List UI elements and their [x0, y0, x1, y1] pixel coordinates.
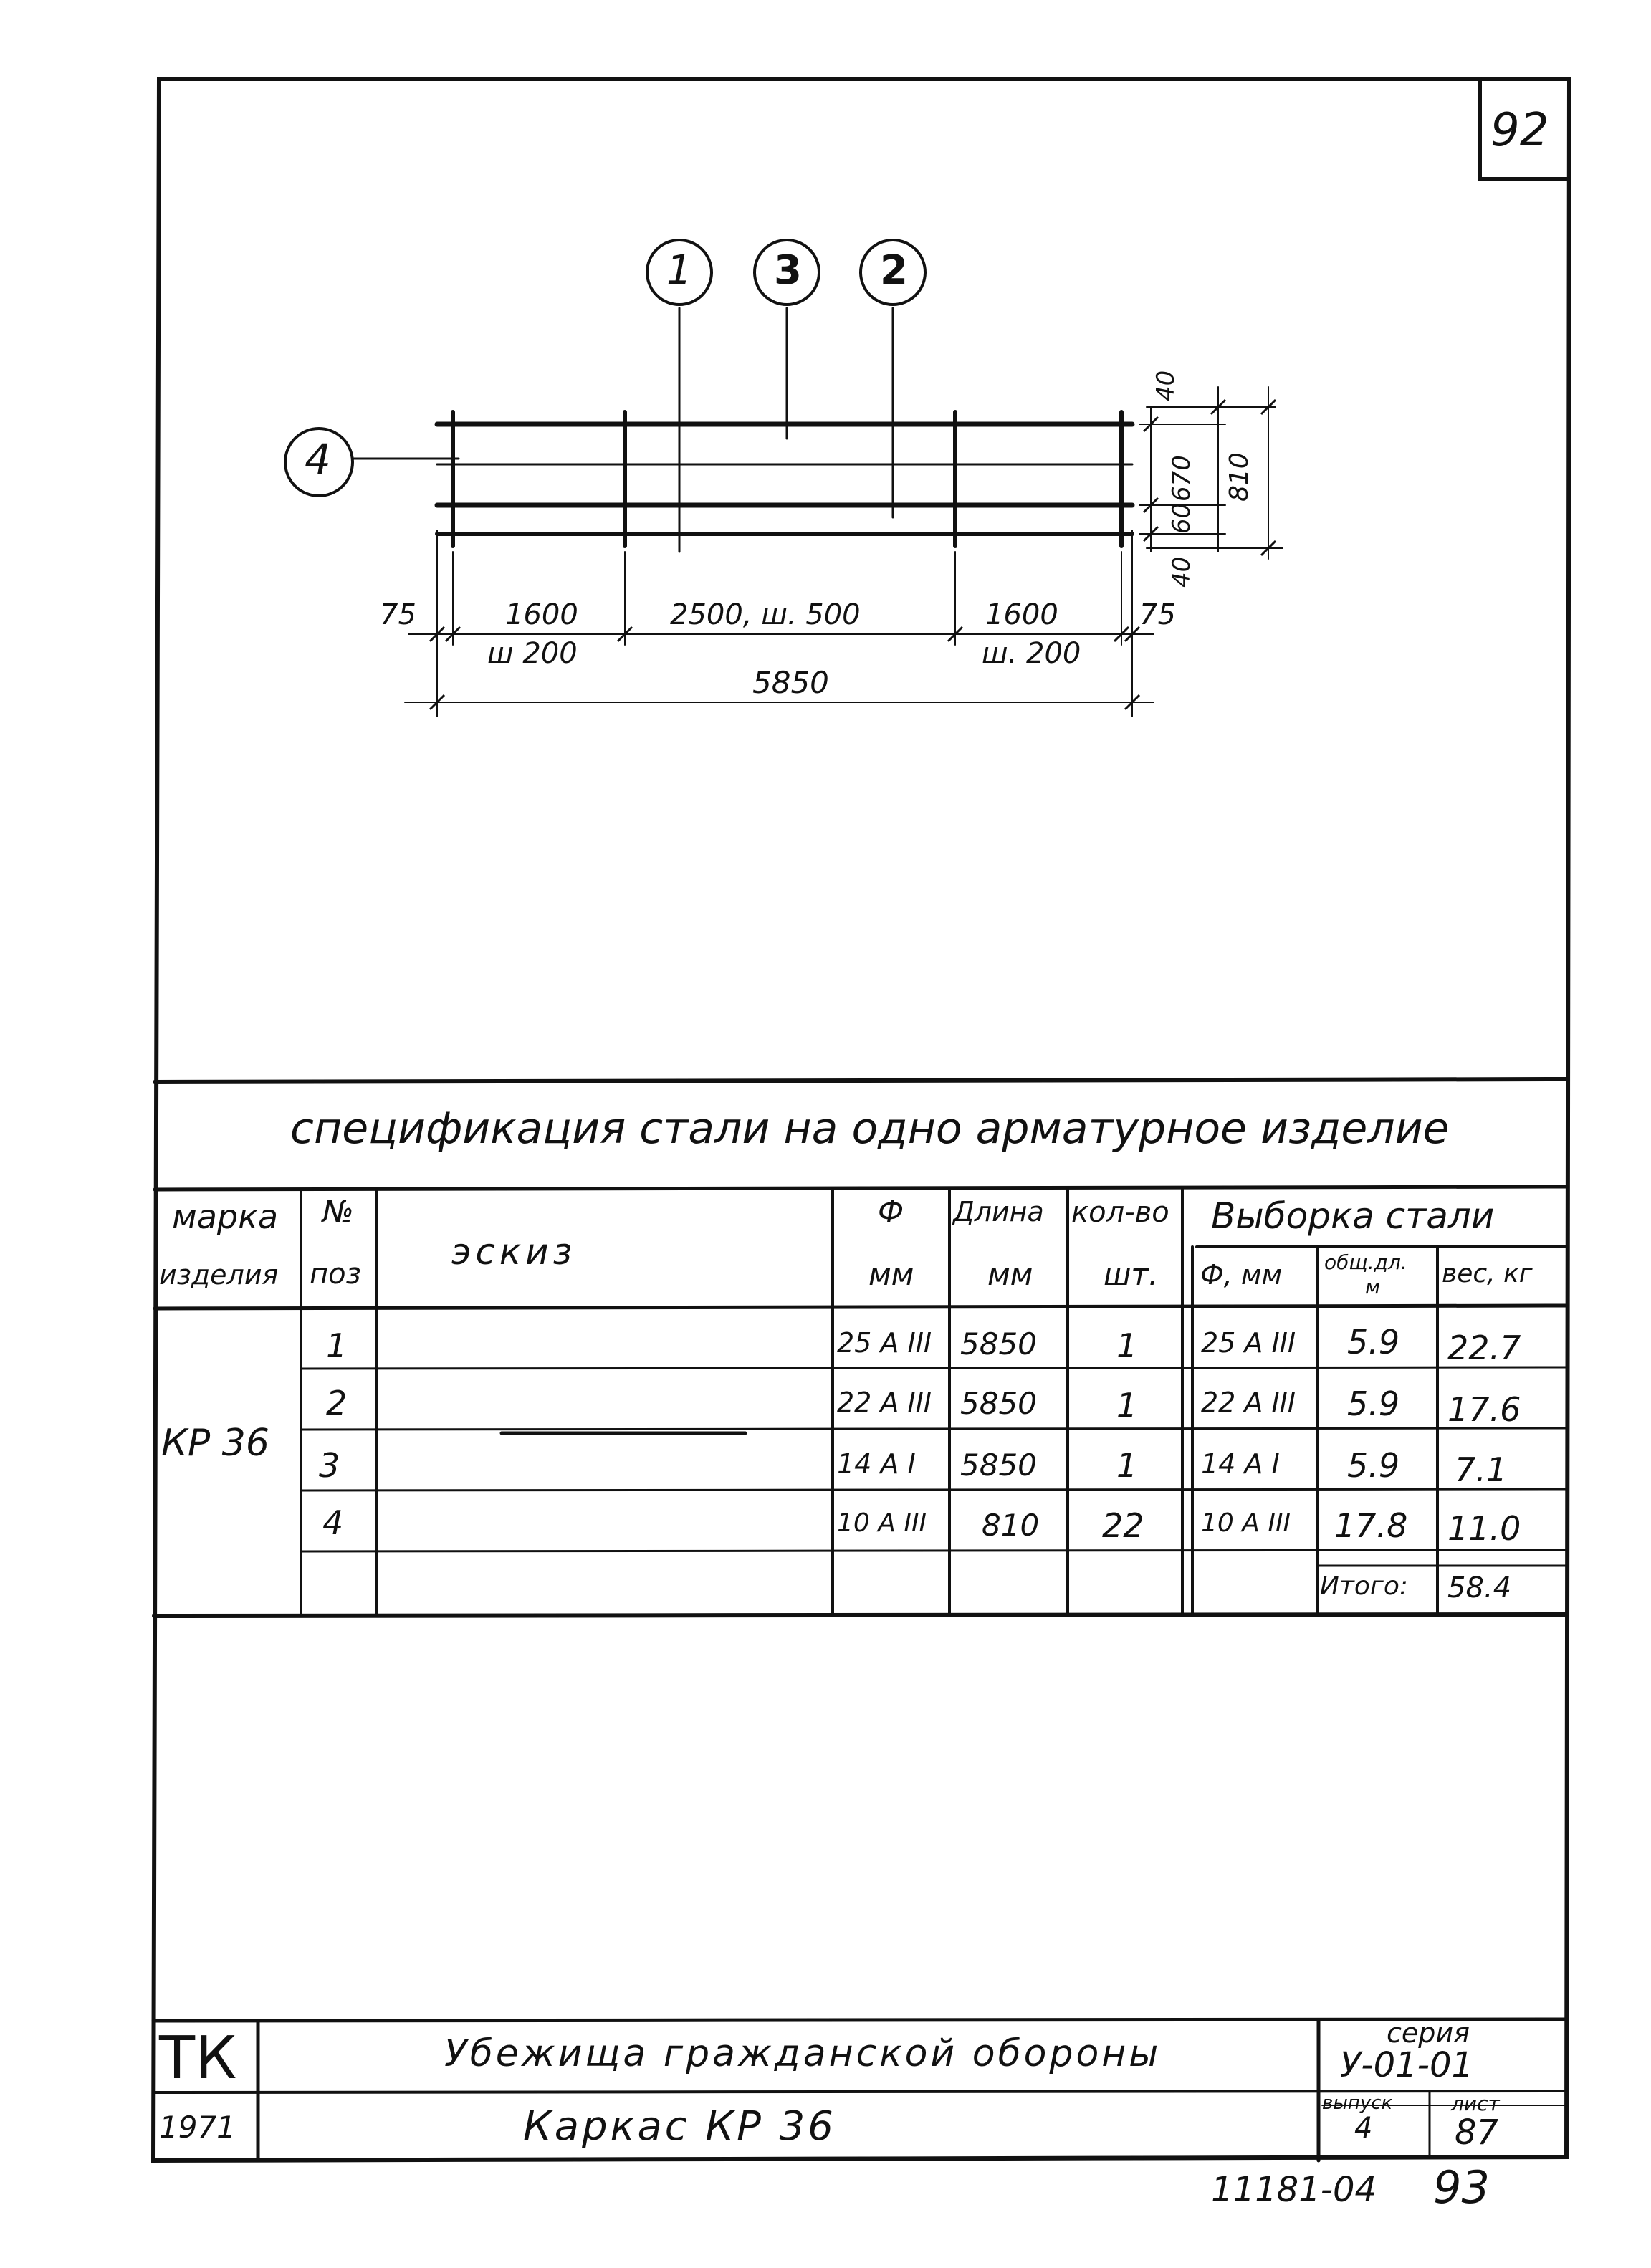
callout-3: 3 [774, 247, 802, 294]
dim-right-670: 670 [1167, 455, 1196, 502]
row2-v-diam: 22 А III [1201, 1387, 1296, 1418]
row3-qty: 1 [1116, 1446, 1138, 1485]
row1-v-weight: 22.7 [1447, 1329, 1521, 1367]
sheet-number: 92 [1490, 104, 1549, 157]
hdr-v-weight: вес, кг [1442, 1259, 1533, 1288]
row1-qty: 1 [1116, 1326, 1138, 1365]
hdr-marka: марка [172, 1197, 279, 1236]
row1-v-diam: 25 А III [1201, 1327, 1296, 1359]
dim-1600-right: 1600 [985, 598, 1058, 631]
callout-1: 1 [666, 247, 692, 294]
dim-step-200-right: ш. 200 [982, 637, 1081, 670]
row4-v-weight: 11.0 [1447, 1509, 1521, 1548]
dim-right-40-bottom: 40 [1167, 556, 1196, 588]
hdr-v-diam: Ф, мм [1200, 1259, 1283, 1291]
tb-series-value: У-01-01 [1340, 2045, 1474, 2085]
row4-v-diam: 10 А III [1201, 1508, 1291, 1538]
tb-sheet-value: 87 [1455, 2113, 1499, 2153]
dim-right-60: 60 [1167, 502, 1196, 534]
row4-qty: 22 [1102, 1506, 1144, 1545]
row1-diam: 25 А III [837, 1327, 932, 1359]
dim-right-75: 75 [1139, 598, 1176, 631]
tb-issue-label: выпуск [1322, 2092, 1393, 2114]
row4-diam: 10 А III [837, 1508, 927, 1538]
row1-length: 5850 [960, 1326, 1037, 1362]
dim-left-75: 75 [380, 598, 416, 631]
hdr-izdeliya: изделия [159, 1259, 279, 1291]
tb-series-label: серия [1387, 2017, 1470, 2049]
hdr-vyborka: Выборка стали [1211, 1195, 1495, 1237]
hdr-diam: Ф [878, 1194, 904, 1229]
row4-v-len: 17.8 [1334, 1506, 1408, 1545]
dim-right-40-top: 40 [1152, 370, 1180, 401]
hdr-nomer: № [322, 1194, 354, 1229]
hdr-dlina: Длина [953, 1196, 1044, 1228]
tb-project: Убежища гражданской обороны [444, 2032, 1162, 2075]
tb-year: 1971 [159, 2110, 236, 2145]
row3-v-len: 5.9 [1347, 1446, 1400, 1485]
row3-v-weight: 7.1 [1455, 1450, 1508, 1489]
row3-length: 5850 [960, 1448, 1037, 1483]
row2-qty: 1 [1116, 1386, 1138, 1425]
total-value: 58.4 [1447, 1571, 1512, 1604]
footer-page: 93 [1433, 2161, 1490, 2214]
row2-length: 5850 [960, 1386, 1037, 1421]
dim-2500: 2500, ш. 500 [670, 598, 861, 631]
hdr-dlina-mm: мм [987, 1257, 1033, 1292]
row3-diam: 14 А I [837, 1448, 916, 1480]
total-label: Итого: [1320, 1571, 1408, 1601]
row2-v-len: 5.9 [1347, 1384, 1400, 1423]
tb-drawing-name: Каркас КР 36 [523, 2103, 836, 2150]
row1-pos: 1 [326, 1326, 348, 1365]
row3-v-diam: 14 А I [1201, 1448, 1280, 1480]
dim-step-200-left: ш 200 [487, 637, 578, 670]
tb-org: ТК [159, 2024, 237, 2092]
dim-1600-left: 1600 [505, 598, 578, 631]
callout-2: 2 [880, 247, 908, 294]
dim-total-5850: 5850 [752, 665, 829, 700]
hdr-kolvo: кол-во [1071, 1196, 1169, 1229]
row4-length: 810 [982, 1508, 1040, 1543]
hdr-eskiz: эскиз [451, 1231, 577, 1273]
marka-value: КР 36 [161, 1422, 269, 1465]
tb-sheet-label: лист [1451, 2092, 1500, 2115]
hdr-diam-mm: мм [868, 1257, 914, 1292]
hdr-sht: шт. [1104, 1257, 1159, 1292]
row1-v-len: 5.9 [1347, 1323, 1400, 1362]
hdr-poz: поз [310, 1258, 361, 1291]
row3-pos: 3 [319, 1446, 340, 1485]
row2-v-weight: 17.6 [1447, 1390, 1521, 1429]
row2-pos: 2 [326, 1384, 348, 1422]
footer-code: 11181-04 [1211, 2170, 1377, 2210]
dim-right-810: 810 [1225, 452, 1254, 502]
hdr-v-len: общ.дл. [1324, 1250, 1407, 1274]
row4-pos: 4 [322, 1503, 344, 1542]
hdr-v-len-m: м [1365, 1275, 1381, 1298]
tb-issue-value: 4 [1354, 2112, 1373, 2145]
callout-4: 4 [305, 435, 331, 484]
spec-title: спецификация стали на одно арматурное изделие [290, 1104, 1450, 1154]
row2-diam: 22 А III [837, 1387, 932, 1418]
